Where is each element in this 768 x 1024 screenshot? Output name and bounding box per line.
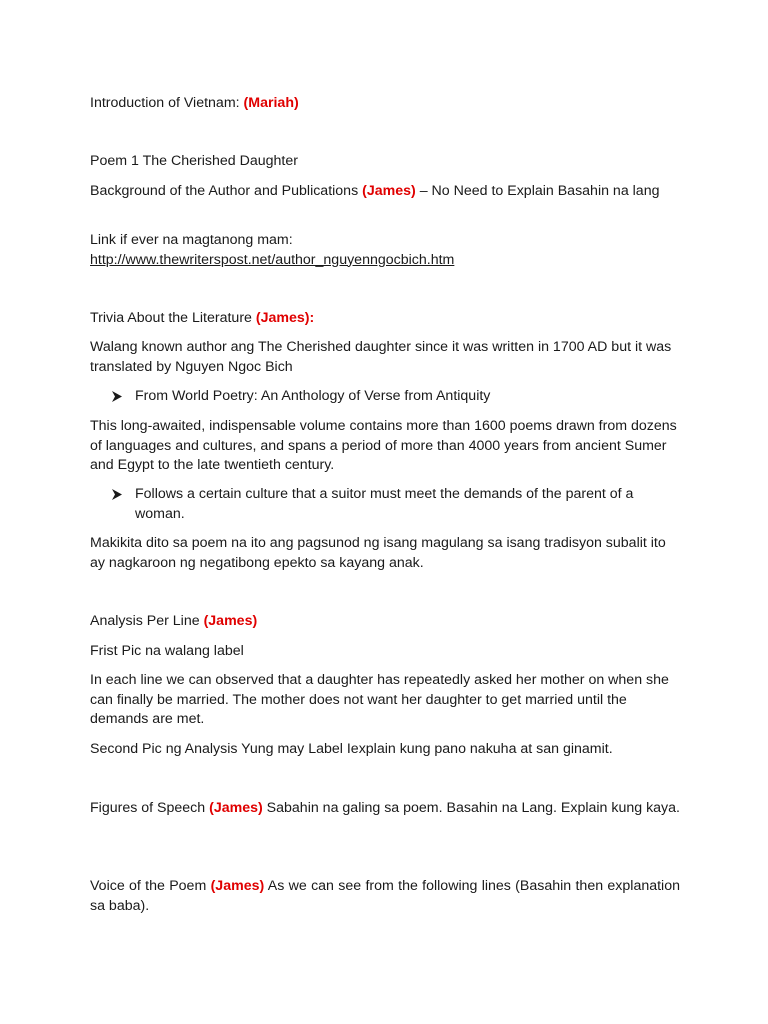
author-link[interactable]: http://www.thewriterspost.net/author_nguyenngocbich.htm: [90, 251, 455, 268]
link-intro: Link if ever na magtanong mam:: [90, 232, 293, 248]
first-pic-line: Frist Pic na walang label: [90, 643, 244, 659]
makikita-body: Makikita dito sa poem na ito ang pagsunod ng isang magulang sa isang tradisyon subalit ito ay nagkaroon ng negatibong epekto sa kayang anak.: [90, 535, 666, 571]
second-pic-line: Second Pic ng Analysis Yung may Label Iexplain kung pano nakuha at san ginamit.: [90, 741, 613, 757]
assignee-name: (Mariah): [243, 95, 299, 111]
assignee-name: (James): [362, 183, 416, 199]
document-page: Introduction of Vietnam: (Mariah) Poem 1 The Cherished Daughter Background of the Author and Publications (James) – No Need to Explain Basahin na lang Link if ever na magtanong mam: http://www.thewriterspost.net/author_nguyenngocbich.htm Trivia About the Literature (James): Walang known author ang The Cherished daughter since it was written in 1700 AD but it was translated by Nguyen Ngoc Bich From World Poetry: An Anthology of Verse from Antiquity This long-awaited, indispensable volume contains more than 1600 poems drawn from dozens of languages and cultures, and spans a period of more than 4000 years from ancient Sumer and Egypt to the late twentieth century. Follows a certain culture that a suitor must meet the demands of the parent of a woman. Makikita dito sa poem na ito ang pagsunod ng isang magulang sa isang tradisyon subalit ito ay nagkaroon ng negatibong epekto sa kayang anak. Analysis Per Line (James) Frist Pic na walang label In each line we can observed that a daughter has repeatedly asked her mother on when she can finally be married. The mother does not want her daughter to get married until the demands are met. Second Pic ng Analysis Yung may Label Iexplain kung pano nakuha at san ginamit. Figures of Speech (James) Sabahin na galing sa poem. Basahin na Lang. Explain kung kaya. Voice of the Poem (James) As we can see from the following lines (Basahin then explanation sa baba).: [90, 0, 680, 1024]
trivia-body: Walang known author ang The Cherished daughter since it was written in 1700 AD but it was translated by Nguyen Ngoc Bich: [90, 339, 672, 375]
assignee-name: (James): [210, 878, 265, 894]
trivia-heading: Trivia About the Literature (James):: [90, 310, 315, 326]
poem-title: Poem 1 The Cherished Daughter: [90, 153, 298, 169]
background-line: Background of the Author and Publications (James) – No Need to Explain Basahin na lang: [90, 183, 660, 199]
analysis-heading: Analysis Per Line (James): [90, 613, 258, 629]
assignee-name: (James): [203, 613, 258, 629]
assignee-name: (James):: [255, 310, 315, 326]
assignee-name: (James): [209, 800, 263, 816]
volume-body: This long-awaited, indispensable volume contains more than 1600 poems drawn from dozens of languages and cultures, and spans a period of more than 4000 years from ancient Sumer and Egypt to the late twentieth century.: [90, 418, 677, 473]
link-paragraph: [90, 231, 680, 270]
voice-line: Voice of the Poem (James) As we can see from the following lines (Basahin then explanation sa baba).: [90, 878, 680, 914]
intro-line: Introduction of Vietnam: (Mariah): [90, 95, 299, 111]
figures-line: Figures of Speech (James) Sabahin na galing sa poem. Basahin na Lang. Explain kung kaya.: [90, 800, 680, 816]
arrowhead-bullet-icon: [112, 391, 122, 402]
arrowhead-bullet-icon: [112, 489, 122, 500]
each-line-body: In each line we can observed that a daughter has repeatedly asked her mother on when she can finally be married. The mother does not want her daughter to get married until the demands are met.: [90, 672, 669, 727]
